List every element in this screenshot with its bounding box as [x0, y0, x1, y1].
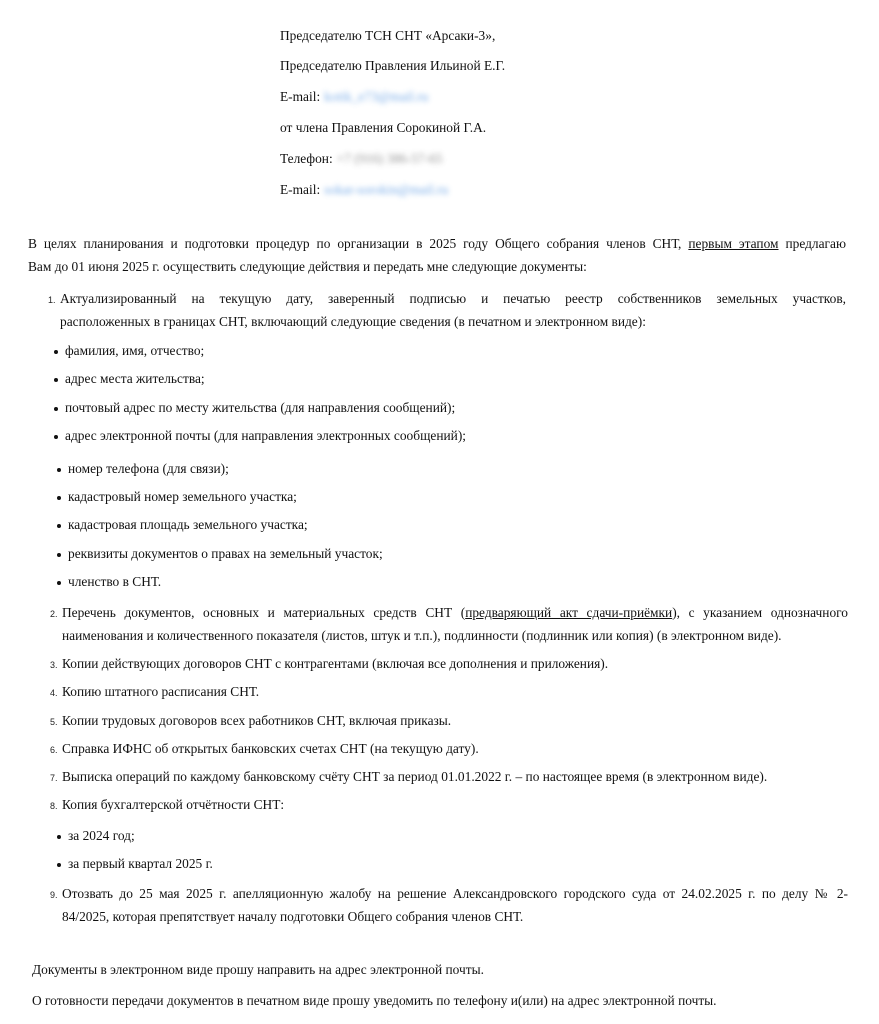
closing-line-2: О готовности передачи документов в печатном виде прошу уведомить по телефону и(или) на адрес электронной почты. [32, 993, 717, 1008]
underlined-phrase: первым этапом [688, 236, 779, 251]
email-label: E-mail: [280, 89, 321, 104]
sub-list-item: почтовый адрес по месту жительства (для направления сообщений); [65, 400, 456, 415]
list-item-1-line-1: Актуализированный на текущую дату, заверенный подписью и печатью реестр собственников земельных участков, [60, 291, 846, 306]
email-link-redacted[interactable]: sokar-sorokin@mail.ru [324, 182, 449, 197]
sub-list-item: за 2024 год; [68, 828, 135, 843]
sub-list-item: членство в СНТ. [68, 574, 162, 589]
bullet-icon [57, 524, 61, 528]
addressee-line-2: Председателю Правления Ильиной Е.Г. [280, 58, 506, 73]
list-item-3: Копии действующих договоров СНТ с контрагентами (включая все дополнения и приложения). [62, 656, 609, 671]
sub-list-item: кадастровая площадь земельного участка; [68, 517, 308, 532]
sub-list-item: адрес электронной почты (для направления электронных сообщений); [65, 428, 466, 443]
sub-list-item: реквизиты документов о правах на земельный участок; [68, 546, 383, 561]
list-number: 6. [50, 745, 58, 755]
phone-value-redacted: +7 (916) 386-57-65 [336, 151, 443, 166]
intro-line-1: В целях планирования и подготовки процедур по организации в 2025 году Общего собрания членов СНТ, первым этапом предлагаю [28, 236, 846, 251]
sub-list-item: адрес места жительства; [65, 371, 205, 386]
list-number: 1. [48, 295, 56, 305]
underlined-phrase: предваряющий акт сдачи-приёмки [465, 605, 673, 620]
email-link-redacted[interactable]: kotik_e73@mail.ru [324, 89, 429, 104]
bullet-icon [57, 468, 61, 472]
bullet-icon [57, 581, 61, 585]
list-number: 9. [50, 890, 58, 900]
sender-line: от члена Правления Сорокиной Г.А. [280, 120, 487, 135]
list-number: 5. [50, 717, 58, 727]
list-item-5: Копии трудовых договоров всех работников СНТ, включая приказы. [62, 713, 452, 728]
closing-line-1: Документы в электронном виде прошу направить на адрес электронной почты. [32, 962, 484, 977]
bullet-icon [54, 378, 58, 382]
list-item-9-line-1: Отозвать до 25 мая 2025 г. апелляционную жалобу на решение Александровского городского суда от 24.02.2025 г. по делу № 2- [62, 886, 848, 901]
intro-line-2: Вам до 01 июня 2025 г. осуществить следующие действия и передать мне следующие документы: [28, 259, 587, 274]
sub-list-item: за первый квартал 2025 г. [68, 856, 213, 871]
list-item-9-line-2: 84/2025, которая препятствует началу подготовки Общего собрания членов СНТ. [62, 909, 524, 924]
bullet-icon [57, 496, 61, 500]
list-item-8: Копия бухгалтерской отчётности СНТ: [62, 797, 285, 812]
sub-list-item: кадастровый номер земельного участка; [68, 489, 297, 504]
bullet-icon [54, 435, 58, 439]
addressee-line-1: Председателю ТСН СНТ «Арсаки-3», [280, 28, 496, 43]
list-item-4: Копию штатного расписания СНТ. [62, 684, 260, 699]
list-number: 8. [50, 801, 58, 811]
list-number: 2. [50, 609, 58, 619]
email-label: E-mail: [280, 182, 321, 197]
list-item-2-line-2: наименования и количественного показателя (листов, штук и т.п.), подлинности (подлинник или копия) (в электронном виде). [62, 628, 782, 643]
bullet-icon [54, 350, 58, 354]
bullet-icon [57, 863, 61, 867]
bullet-icon [54, 407, 58, 411]
list-number: 7. [50, 773, 58, 783]
list-item-1-line-2: расположенных в границах СНТ, включающий следующие сведения (в печатном и электронном виде): [60, 314, 646, 329]
list-item-2-line-1: Перечень документов, основных и материальных средств СНТ (предваряющий акт сдачи-приёмки), с указанием однозначного [62, 605, 848, 620]
phone-row [280, 151, 442, 167]
bullet-icon [57, 835, 61, 839]
email-row-1 [280, 89, 428, 105]
bullet-icon [57, 553, 61, 557]
list-item-7: Выписка операций по каждому банковскому счёту СНТ за период 01.01.2022 г. – по настоящее время (в электронном виде). [62, 769, 768, 784]
sub-list-item: номер телефона (для связи); [68, 461, 229, 476]
email-row-2 [280, 182, 448, 198]
list-number: 4. [50, 688, 58, 698]
list-item-6: Справка ИФНС об открытых банковских счетах СНТ (на текущую дату). [62, 741, 479, 756]
sub-list-item: фамилия, имя, отчество; [65, 343, 205, 358]
phone-label: Телефон: [280, 151, 333, 166]
list-number: 3. [50, 660, 58, 670]
